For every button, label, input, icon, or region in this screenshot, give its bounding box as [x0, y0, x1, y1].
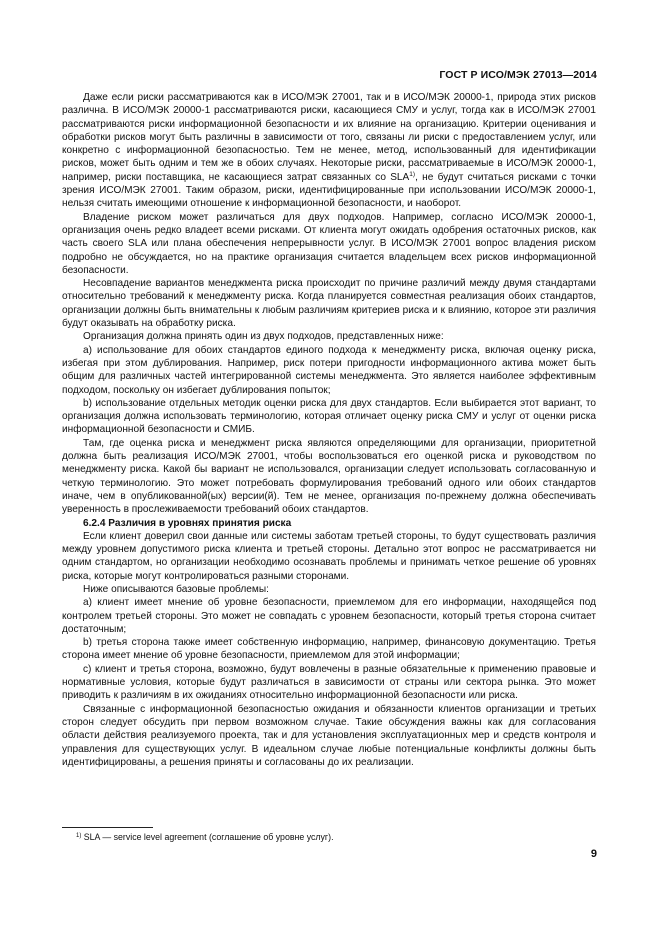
list-item-a: a) использование для обоих стандартов единого подхода к менеджменту риска, включая оценку риска, избегая при этом дублирования. Например, риск потери пригодности информационного актива может быть общим для различных частей интегрированной системы менеджмента. Это является наиболее эффективным подходом, поскольку он избегает дублирования попыток; [62, 344, 596, 396]
paragraph-risk-mismatch: Несовпадение вариантов менеджмента риска происходит по причине различий между двумя стандартами относительно требований к менеджменту риска. Когда планируется совместная реализация обоих стандартов, организации должны быть внимательны к любым различиям критериев риска и к влиянию, которое эти различия будут оказывать на обработку риска. [62, 278, 596, 330]
paragraph-priority: Там, где оценка риска и менеджмент риска являются определяющими для организации, приоритетной должна быть реализация ИСО/МЭК 27001, чтобы воспользоваться его оценкой риска и руководством по менеджменту риска. Какой бы вариант не использовался, организации следует использовать согласованную и четкую терминологию. Это может потребовать формулирования требований одного или обоих стандартов иначе, чем в опубликованной(ых) версии(й). Тем не менее, организация по-прежнему должна обеспечивать уверенность в прослеживаемости требований обоих стандартов. [62, 437, 596, 516]
footnote-text: SLA — service level agreement (соглашение об уровне услуг). [81, 832, 334, 842]
paragraph-expectations: Связанные с информационной безопасностью ожидания и обязанности клиентов организации и третьих сторон следует обсудить при первом возможном случае. Такие обсуждения важны как для согласования области действия реализуемого проекта, так и для установления эксплуатационных мер и средств контроля и управления для существующих услуг. В идеальном случае любые потенциальные конфликты должны быть идентифицированы, а решения приняты и согласованы до их реализации. [62, 703, 596, 768]
footnote-divider [62, 827, 153, 828]
paragraph-text: , не будут считаться рисками с точки зрения ИСО/МЭК 27001. Таким образом, риски, идентифицированные при использовании ИСО/МЭК 20000-1, нельзя считать имеющими отношение к информационной безопасности, и наоборот. [62, 171, 596, 210]
paragraph-approaches-intro: Организация должна принять один из двух подходов, представленных ниже: [83, 331, 444, 343]
list-item-a: a) клиент имеет мнение об уровне безопасности, приемлемом для его информации, находящейся под контролем третьей стороны. Это может не совпадать с уровнем безопасности, который третья сторона считает достаточным; [62, 597, 596, 635]
list-item-c: c) клиент и третья сторона, возможно, будут вовлечены в разные обязательные к применению правовые и нормативные условия, которые будут различаться в зависимости от страны или сектора рынка. Это может приводить к различиям в их ожиданиях относительно информационной безопасности или риска. [62, 663, 596, 702]
list-item-b: b) третья сторона также имеет собственную информацию, например, финансовую документацию. Третья сторона имеет мнение об уровне безопасности, приемлемом для этой информации; [62, 637, 596, 662]
paragraph-base-problems: Ниже описываются базовые проблемы: [83, 583, 269, 595]
footnote-marker: 1) [76, 833, 82, 839]
section-heading: 6.2.4 Различия в уровнях принятия риска [83, 517, 292, 529]
footnote-reference: 1) [409, 170, 416, 178]
paragraph-third-party: Если клиент доверил свои данные или системы заботам третьей стороны, то будут существовать различия между уровнем допустимого риска клиента и третьей стороны. Детально этот вопрос не рассматривается ни одним стандартом, но организации необходимо осознавать проблемы и принимать четкое решение об уровнях риска, которые могут контролироваться разными сторонами. [62, 530, 596, 582]
footnote [62, 832, 596, 843]
paragraph-risk-ownership: Владение риском может различаться для двух подходов. Например, согласно ИСО/МЭК 20000-1, организация очень редко владеет всеми рисками. От клиента могут ожидать одобрения остаточных рисков, как часть своего SLA или плана обеспечения непрерывности услуг. В ИСО/МЭК 27001 вопрос владения риском подробно не обсуждается, но на практике организация считается владельцем всех рисков информационной безопасности. [62, 211, 596, 276]
page-number: 9 [590, 848, 597, 860]
list-item-b: b) использование отдельных методик оценки риска для двух стандартов. Если выбирается этот вариант, то организация должна использовать терминологию, которая отличает оценку риска СМУ и услуг от оценки риска информационной безопасности и СМИБ. [62, 397, 596, 436]
paragraph-text: Даже если риски рассматриваются как в ИСО/МЭК 27001, так и в ИСО/МЭК 20000-1, природа этих рисков различна. В ИСО/МЭК 20000-1 рассматриваются риски, касающиеся СМУ и услуг, тогда как в ИСО/МЭК 27001 рассматриваются риски информационной безопасности и их влияние на организацию. Критерии оценивания и обработки рисков могут быть различны в зависимости от того, связаны ли риски с предоставлением услуг, или конкретно с информационной безопасностью. Тем не менее, метод, использованный для идентификации рисков, может быть одним и тем же в обоих случаях. Некоторые риски, рассматриваемые в ИСО/МЭК 20000-1, например, риски поставщика, не касающиеся затрат связанных со SLA [62, 92, 596, 183]
document-code-header: ГОСТ Р ИСО/МЭК 27013—2014 [439, 69, 597, 81]
main-text [62, 91, 596, 769]
paragraph-risk-nature [62, 91, 596, 211]
